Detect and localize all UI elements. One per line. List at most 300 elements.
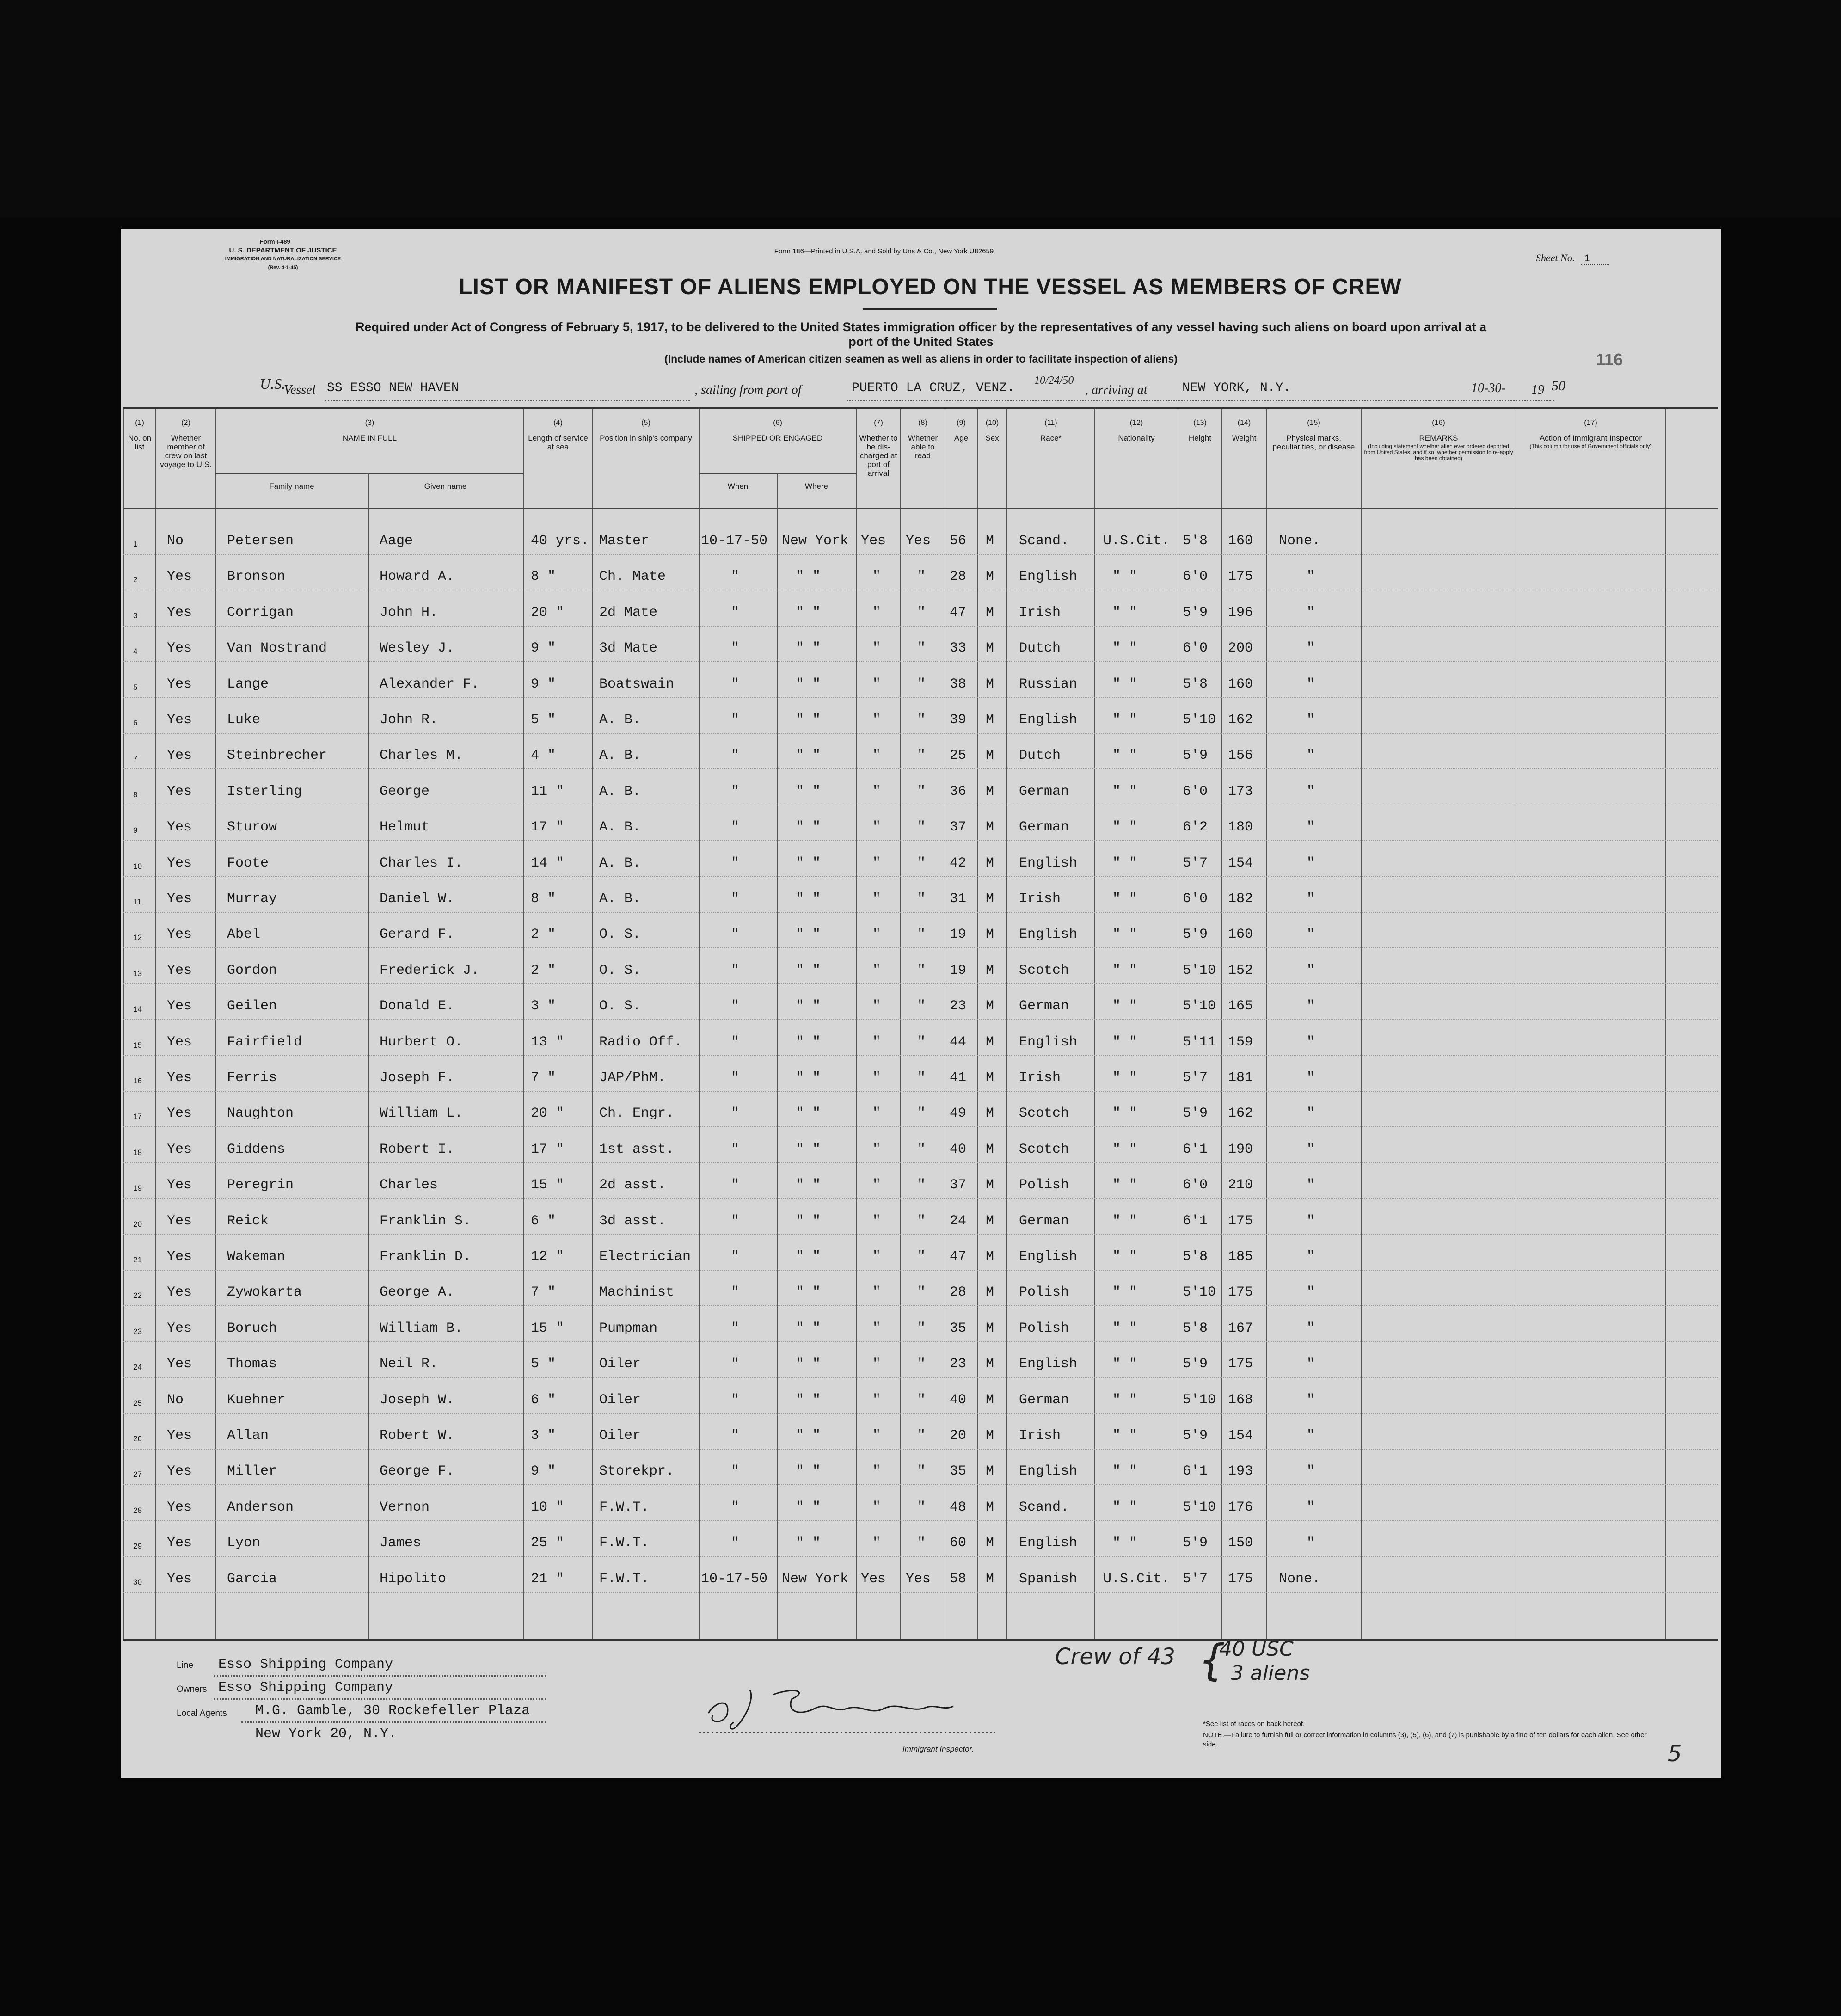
family-name-cell: Isterling <box>227 783 302 799</box>
year-handwritten: 50 <box>1552 378 1565 393</box>
sex-cell: M <box>986 1320 994 1336</box>
weight-cell: 180 <box>1228 819 1253 836</box>
row-number-cell: 27 <box>133 1470 142 1479</box>
family-name-cell: Lyon <box>227 1535 261 1551</box>
given-name-cell: Vernon <box>380 1499 430 1515</box>
position-cell: Machinist <box>599 1285 675 1301</box>
weight-cell: 176 <box>1228 1499 1253 1515</box>
footer <box>121 1635 1721 1773</box>
shipped-where-cell: " " <box>796 1034 821 1050</box>
column-title: Weight <box>1232 434 1257 443</box>
column-number: (5) <box>641 419 650 427</box>
row-dotted-rule <box>123 1484 1718 1485</box>
service-length-cell: 13 " <box>531 1034 565 1050</box>
fine-note: NOTE.—Failure to furnish full or correct information in columns (3), (5), (6), and (7) is punishable by a fine of ten dollars for each alien. See other side. <box>1203 1731 1647 1748</box>
discharged-cell: " <box>872 1177 881 1193</box>
position-cell: Oiler <box>599 1356 641 1372</box>
discharged-cell: " <box>872 1070 881 1086</box>
column-title: Age <box>954 434 969 443</box>
given-name-cell: Helmut <box>380 819 430 836</box>
physical-marks-cell: " <box>1307 604 1315 621</box>
weight-cell: 154 <box>1228 855 1253 871</box>
height-cell: 5'10 <box>1183 1499 1216 1515</box>
age-cell: 28 <box>950 1285 967 1301</box>
shipped-where-cell: " " <box>796 891 821 907</box>
physical-marks-cell: " <box>1307 640 1315 657</box>
service-length-cell: 3 " <box>531 1428 556 1444</box>
row-dotted-rule <box>123 1198 1718 1199</box>
table-row <box>123 773 1718 808</box>
column-header-c1 <box>123 409 155 508</box>
sex-cell: M <box>986 712 994 728</box>
shipped-when-cell: " <box>731 569 740 585</box>
column-title: Whether able to read <box>908 434 938 460</box>
service-length-cell: 8 " <box>531 891 556 907</box>
weight-cell: 159 <box>1228 1034 1253 1050</box>
discharged-cell: Yes <box>861 1571 886 1587</box>
position-cell: 3d asst. <box>599 1213 666 1229</box>
shipped-where-cell: " " <box>796 748 821 764</box>
shipped-where-cell: " " <box>796 1535 821 1551</box>
sex-cell: M <box>986 1392 994 1408</box>
column-title: Sex <box>985 434 999 443</box>
weight-cell: 185 <box>1228 1249 1253 1265</box>
shipped-where-cell: " " <box>796 1428 821 1444</box>
column-header-c14 <box>1221 409 1266 508</box>
row-dotted-rule <box>123 947 1718 948</box>
age-cell: 38 <box>950 676 967 692</box>
department-name: U. S. DEPARTMENT OF JUSTICE <box>229 246 337 254</box>
shipped-when-cell: " <box>731 891 740 907</box>
sex-cell: M <box>986 676 994 692</box>
last-voyage-cell: Yes <box>167 640 192 657</box>
sex-cell: M <box>986 1213 994 1229</box>
row-number-cell: 29 <box>133 1542 142 1551</box>
row-number-cell: 4 <box>133 647 138 656</box>
row-dotted-rule <box>123 1019 1718 1020</box>
nationality-cell: " " <box>1112 1285 1138 1301</box>
header-bottom-rule <box>123 508 1718 509</box>
last-voyage-cell: Yes <box>167 676 192 692</box>
race-cell: Polish <box>1019 1177 1069 1193</box>
race-cell: Scotch <box>1019 1141 1069 1157</box>
age-cell: 35 <box>950 1463 967 1480</box>
row-number-cell: 30 <box>133 1577 142 1586</box>
race-cell: German <box>1019 998 1069 1014</box>
service-length-cell: 11 " <box>531 783 565 799</box>
given-name-cell: Alexander F. <box>380 676 480 692</box>
shipped-where-cell: " " <box>796 998 821 1014</box>
arriving-port: NEW YORK, N.Y. <box>1182 381 1291 395</box>
nationality-cell: " " <box>1112 676 1138 692</box>
shipped-where-cell: " " <box>796 1213 821 1229</box>
column-number: (1) <box>135 419 144 427</box>
weight-cell: 175 <box>1228 569 1253 585</box>
table-row <box>123 808 1718 844</box>
position-cell: Ch. Engr. <box>599 1106 675 1122</box>
crew-count-handwritten: Crew of 43 <box>1055 1644 1175 1670</box>
table-row <box>123 1238 1718 1273</box>
service-length-cell: 17 " <box>531 1141 565 1157</box>
family-name-cell: Bronson <box>227 569 286 585</box>
height-cell: 5'9 <box>1183 748 1208 764</box>
given-name-header: Given name <box>424 482 467 491</box>
shipped-when-cell: 10-17-50 <box>701 533 768 549</box>
column-header-c7 <box>856 409 900 508</box>
discharged-cell: " <box>872 676 881 692</box>
family-name-cell: Wakeman <box>227 1249 286 1265</box>
sex-cell: M <box>986 962 994 978</box>
given-name-cell: Howard A. <box>380 569 455 585</box>
sex-cell: M <box>986 569 994 585</box>
height-cell: 6'1 <box>1183 1141 1208 1157</box>
table-row <box>123 1345 1718 1381</box>
discharged-cell: " <box>872 927 881 943</box>
row-number-cell: 19 <box>133 1184 142 1193</box>
age-cell: 20 <box>950 1428 967 1444</box>
physical-marks-cell: " <box>1307 1463 1315 1480</box>
position-cell: A. B. <box>599 783 641 799</box>
shipped-where-cell: " " <box>796 1106 821 1122</box>
height-cell: 6'2 <box>1183 819 1208 836</box>
vessel-name: SS ESSO NEW HAVEN <box>327 381 459 395</box>
weight-cell: 167 <box>1228 1320 1253 1336</box>
nationality-cell: " " <box>1112 891 1138 907</box>
service-length-cell: 40 yrs. <box>531 533 589 549</box>
physical-marks-cell: " <box>1307 962 1315 978</box>
sex-cell: M <box>986 891 994 907</box>
family-name-cell: Fairfield <box>227 1034 302 1050</box>
agents-label: Local Agents <box>177 1709 227 1718</box>
physical-marks-cell: " <box>1307 927 1315 943</box>
family-name-cell: Reick <box>227 1213 269 1229</box>
column-number: (15) <box>1307 419 1320 427</box>
row-number-cell: 9 <box>133 826 138 835</box>
discharged-cell: " <box>872 1463 881 1480</box>
row-number-cell: 18 <box>133 1148 142 1157</box>
nationality-cell: " " <box>1112 1535 1138 1551</box>
row-number-cell: 28 <box>133 1506 142 1515</box>
weight-cell: 190 <box>1228 1141 1253 1157</box>
service-length-cell: 20 " <box>531 604 565 621</box>
race-cell: English <box>1019 569 1078 585</box>
table-row <box>123 1488 1718 1524</box>
row-number-cell: 5 <box>133 682 138 692</box>
column-number: (10) <box>985 419 999 427</box>
sex-cell: M <box>986 1463 994 1480</box>
position-cell: Boatswain <box>599 676 675 692</box>
last-voyage-cell: Yes <box>167 1177 192 1193</box>
row-number-cell: 8 <box>133 790 138 799</box>
weight-cell: 175 <box>1228 1356 1253 1372</box>
line-value: Esso Shipping Company <box>218 1657 393 1672</box>
subtitle-line-1: Required under Act of Congress of February 5, 1917, to be delivered to the United States immigration officer by the representatives of any vessel having such aliens on board upon arrival at a <box>355 320 1487 334</box>
given-name-cell: Aage <box>380 533 413 549</box>
sex-cell: M <box>986 1177 994 1193</box>
able-to-read-cell: Yes <box>906 533 931 549</box>
race-cell: English <box>1019 1463 1078 1480</box>
race-cell: German <box>1019 819 1069 836</box>
position-cell: 2d Mate <box>599 604 658 621</box>
row-dotted-rule <box>123 840 1718 841</box>
last-voyage-cell: Yes <box>167 927 192 943</box>
weight-cell: 162 <box>1228 1106 1253 1122</box>
given-name-cell: Daniel W. <box>380 891 455 907</box>
revision-date: (Rev. 4-1-45) <box>268 265 298 270</box>
position-cell: Pumpman <box>599 1320 658 1336</box>
physical-marks-cell: " <box>1307 783 1315 799</box>
column-number: (6) <box>773 419 782 427</box>
shipped-where-cell: " " <box>796 604 821 621</box>
family-name-cell: Murray <box>227 891 277 907</box>
row-number-cell: 11 <box>133 897 141 906</box>
owners-value: Esso Shipping Company <box>218 1680 393 1696</box>
height-cell: 5'8 <box>1183 1320 1208 1336</box>
subtitle-include: (Include names of American citizen seamen as well as aliens in order to facilitate inspection of aliens) <box>664 353 1178 365</box>
position-cell: A. B. <box>599 819 641 836</box>
date-dots <box>1430 400 1554 401</box>
service-length-cell: 12 " <box>531 1249 565 1265</box>
nationality-cell: " " <box>1112 748 1138 764</box>
service-length-cell: 4 " <box>531 748 556 764</box>
able-to-read-cell: " <box>917 676 926 692</box>
agents-value-1: M.G. Gamble, 30 Rockefeller Plaza <box>255 1703 530 1719</box>
nationality-cell: " " <box>1112 962 1138 978</box>
discharged-cell: " <box>872 569 881 585</box>
manifest-sheet <box>121 229 1721 1778</box>
row-dotted-rule <box>123 554 1718 555</box>
able-to-read-cell: " <box>917 1356 926 1372</box>
sheet-number <box>1536 252 1609 264</box>
shipped-where-cell: " " <box>796 1285 821 1301</box>
age-cell: 58 <box>950 1571 967 1587</box>
row-number-cell: 2 <box>133 575 138 584</box>
able-to-read-cell: " <box>917 927 926 943</box>
corner-number-handwritten: 5 <box>1668 1741 1682 1767</box>
position-cell: F.W.T. <box>599 1535 650 1551</box>
sailing-dots <box>847 400 1175 401</box>
row-dotted-rule <box>123 1413 1718 1414</box>
sex-cell: M <box>986 748 994 764</box>
height-cell: 6'0 <box>1183 640 1208 657</box>
table-row <box>123 1023 1718 1059</box>
row-dotted-rule <box>123 1305 1718 1306</box>
race-cell: Dutch <box>1019 640 1061 657</box>
shipped-when-cell: " <box>731 998 740 1014</box>
column-number: (11) <box>1044 419 1057 427</box>
vessel-dots <box>325 400 690 401</box>
position-cell: Radio Off. <box>599 1034 683 1050</box>
race-cell: Polish <box>1019 1285 1069 1301</box>
height-cell: 5'9 <box>1183 1356 1208 1372</box>
position-cell: 2d asst. <box>599 1177 666 1193</box>
family-name-cell: Kuehner <box>227 1392 286 1408</box>
row-dotted-rule <box>123 1270 1718 1271</box>
sex-cell: M <box>986 927 994 943</box>
row-number-cell: 14 <box>133 1005 142 1014</box>
age-cell: 19 <box>950 962 967 978</box>
sex-cell: M <box>986 1141 994 1157</box>
able-to-read-cell: " <box>917 891 926 907</box>
position-cell: Oiler <box>599 1428 641 1444</box>
height-cell: 6'0 <box>1183 783 1208 799</box>
table-row <box>123 1560 1718 1596</box>
height-cell: 5'8 <box>1183 533 1208 549</box>
shipped-where-cell: " " <box>796 1070 821 1086</box>
race-cell: English <box>1019 1249 1078 1265</box>
discharged-cell: " <box>872 712 881 728</box>
race-cell: Polish <box>1019 1320 1069 1336</box>
last-voyage-cell: Yes <box>167 569 192 585</box>
able-to-read-cell: " <box>917 1285 926 1301</box>
position-cell: O. S. <box>599 962 641 978</box>
able-to-read-cell: " <box>917 1320 926 1336</box>
age-cell: 39 <box>950 712 967 728</box>
shipped-where-cell: " " <box>796 783 821 799</box>
vessel-prefix-handwritten: U.S. <box>260 375 286 392</box>
weight-cell: 200 <box>1228 640 1253 657</box>
service-length-cell: 10 " <box>531 1499 565 1515</box>
column-number: (3) <box>365 419 374 427</box>
able-to-read-cell: " <box>917 1177 926 1193</box>
column-title: SHIPPED OR ENGAGED <box>732 434 823 443</box>
discharged-cell: " <box>872 1249 881 1265</box>
given-name-cell: George F. <box>380 1463 455 1480</box>
column-number: (9) <box>957 419 966 427</box>
nationality-cell: " " <box>1112 1106 1138 1122</box>
shipped-where-cell: " " <box>796 1463 821 1480</box>
sheet-value: 1 <box>1581 253 1608 265</box>
nationality-cell: " " <box>1112 1141 1138 1157</box>
row-dotted-rule <box>123 1520 1718 1521</box>
family-name-cell: Steinbrecher <box>227 748 327 764</box>
column-number: (7) <box>874 419 883 427</box>
weight-cell: 156 <box>1228 748 1253 764</box>
weight-cell: 173 <box>1228 783 1253 799</box>
table-row <box>123 1059 1718 1094</box>
race-note: *See list of races on back hereof. <box>1203 1720 1305 1728</box>
able-to-read-cell: " <box>917 748 926 764</box>
able-to-read-cell: " <box>917 1213 926 1229</box>
physical-marks-cell: " <box>1307 1070 1315 1086</box>
last-voyage-cell: Yes <box>167 783 192 799</box>
family-name-cell: Garcia <box>227 1571 277 1587</box>
column-number: (17) <box>1584 419 1597 427</box>
nationality-cell: U.S.Cit. <box>1103 533 1170 549</box>
nationality-cell: " " <box>1112 1034 1138 1050</box>
height-cell: 5'10 <box>1183 962 1216 978</box>
position-cell: O. S. <box>599 998 641 1014</box>
row-number-cell: 1 <box>133 540 138 548</box>
discharged-cell: " <box>872 1320 881 1336</box>
form-header-block <box>177 237 389 272</box>
age-cell: 19 <box>950 927 967 943</box>
shipped-when-cell: " <box>731 1428 740 1444</box>
column-number: (13) <box>1193 419 1207 427</box>
physical-marks-cell: " <box>1307 1249 1315 1265</box>
race-cell: English <box>1019 927 1078 943</box>
family-name-cell: Boruch <box>227 1320 277 1336</box>
discharged-cell: " <box>872 1034 881 1050</box>
column-title: Action of Immigrant Inspector <box>1539 434 1642 443</box>
table-row <box>123 665 1718 701</box>
row-number-cell: 20 <box>133 1219 142 1229</box>
physical-marks-cell: " <box>1307 1141 1315 1157</box>
shipped-where-cell: " " <box>796 1392 821 1408</box>
race-cell: English <box>1019 1356 1078 1372</box>
last-voyage-cell: No <box>167 533 184 549</box>
row-dotted-rule <box>123 1055 1718 1056</box>
name-subheader-rule <box>215 473 523 474</box>
position-cell: A. B. <box>599 712 641 728</box>
discharged-cell: " <box>872 998 881 1014</box>
race-cell: English <box>1019 1034 1078 1050</box>
page-title: LIST OR MANIFEST OF ALIENS EMPLOYED ON THE VESSEL AS MEMBERS OF CREW <box>459 275 1402 299</box>
shipped-when-cell: " <box>731 1249 740 1265</box>
shipped-when-cell: " <box>731 712 740 728</box>
able-to-read-cell: Yes <box>906 1571 931 1587</box>
age-cell: 47 <box>950 604 967 621</box>
sheet-label: Sheet No. <box>1536 252 1575 264</box>
row-number-cell: 15 <box>133 1040 142 1050</box>
discharged-cell: " <box>872 1428 881 1444</box>
inspector-label: Immigrant Inspector. <box>902 1745 974 1753</box>
service-length-cell: 2 " <box>531 927 556 943</box>
given-name-cell: William L. <box>380 1106 463 1122</box>
last-voyage-cell: Yes <box>167 1320 192 1336</box>
row-number-cell: 22 <box>133 1291 142 1300</box>
age-cell: 23 <box>950 1356 967 1372</box>
race-cell: Scotch <box>1019 1106 1069 1122</box>
column-title: No. on list <box>128 434 152 451</box>
shipped-when-cell: " <box>731 1463 740 1480</box>
column-header-c8 <box>900 409 945 508</box>
column-title: Height <box>1188 434 1212 443</box>
family-name-cell: Foote <box>227 855 269 871</box>
given-name-cell: Joseph F. <box>380 1070 455 1086</box>
shipped-when-cell: " <box>731 962 740 978</box>
physical-marks-cell: " <box>1307 1213 1315 1229</box>
sex-cell: M <box>986 855 994 871</box>
service-length-cell: 15 " <box>531 1177 565 1193</box>
position-cell: A. B. <box>599 891 641 907</box>
shipped-when-cell: " <box>731 855 740 871</box>
last-voyage-cell: Yes <box>167 819 192 836</box>
arriving-dots <box>1171 400 1430 401</box>
height-cell: 6'0 <box>1183 891 1208 907</box>
last-voyage-cell: Yes <box>167 1070 192 1086</box>
service-length-cell: 7 " <box>531 1285 556 1301</box>
shipped-where-cell: New York <box>782 533 849 549</box>
shipped-when-header: When <box>727 482 749 491</box>
shipped-where-cell: " " <box>796 640 821 657</box>
position-cell: Ch. Mate <box>599 569 666 585</box>
subtitle-line-2: port of the United States <box>848 335 994 349</box>
service-length-cell: 7 " <box>531 1070 556 1086</box>
last-voyage-cell: Yes <box>167 998 192 1014</box>
row-dotted-rule <box>123 1592 1718 1593</box>
nationality-cell: " " <box>1112 1392 1138 1408</box>
physical-marks-cell: " <box>1307 1392 1315 1408</box>
able-to-read-cell: " <box>917 1428 926 1444</box>
row-dotted-rule <box>123 1126 1718 1127</box>
family-name-cell: Zywokarta <box>227 1285 302 1301</box>
table-row <box>123 987 1718 1023</box>
given-name-cell: George <box>380 783 430 799</box>
height-cell: 5'7 <box>1183 1070 1208 1086</box>
shipped-where-cell: " " <box>796 819 821 836</box>
position-cell: JAP/PhM. <box>599 1070 666 1086</box>
